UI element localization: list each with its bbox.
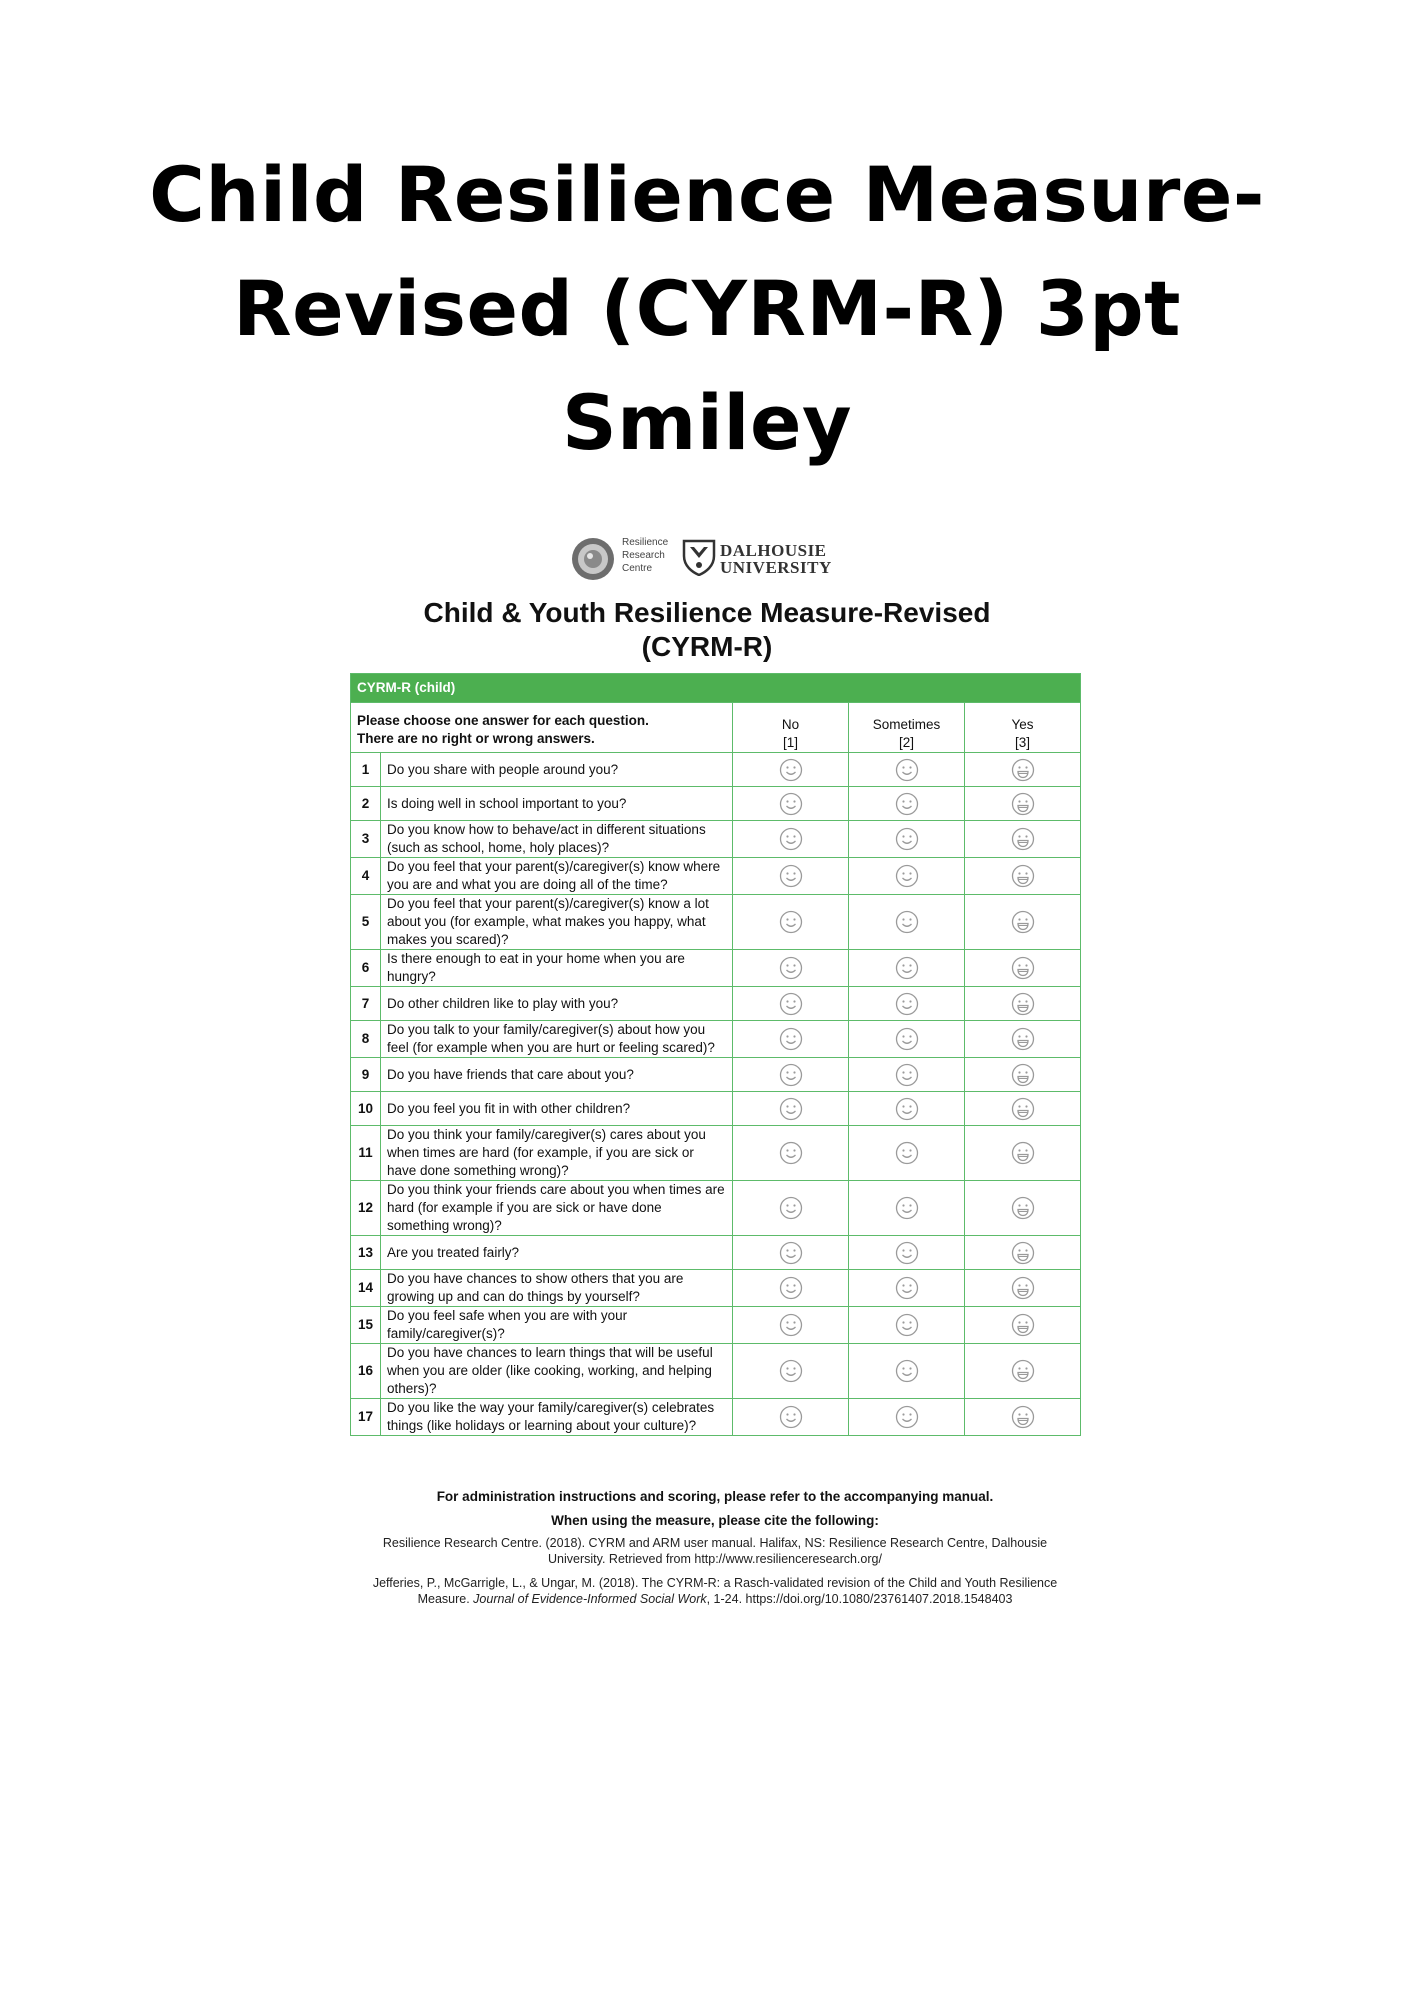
- question-text: [381, 1021, 733, 1058]
- smile-icon: [849, 827, 964, 851]
- column-header-row: [351, 703, 1081, 753]
- smile-icon: [849, 792, 964, 816]
- question-row: [351, 950, 1081, 987]
- question-number: 17: [351, 1399, 381, 1436]
- answer-option-yes[interactable]: [965, 950, 1081, 987]
- answer-option-no[interactable]: [733, 1058, 849, 1092]
- question-text-line: Is there enough to eat in your home when you are: [387, 951, 685, 966]
- question-row: [351, 753, 1081, 787]
- question-number: 2: [351, 787, 381, 821]
- answer-option-no[interactable]: [733, 1236, 849, 1270]
- answer-option-sometimes[interactable]: [849, 1344, 965, 1399]
- smile-icon: [733, 1405, 848, 1429]
- answer-option-no[interactable]: [733, 950, 849, 987]
- big-smile-icon: [965, 992, 1080, 1016]
- big-smile-icon: [965, 1196, 1080, 1220]
- answer-option-yes[interactable]: [965, 1236, 1081, 1270]
- question-text-line: (such as school, home, holy places)?: [387, 840, 610, 855]
- big-smile-icon: [965, 792, 1080, 816]
- dal-text-line: UNIVERSITY: [720, 558, 832, 577]
- question-text-line: family/caregiver(s)?: [387, 1326, 505, 1341]
- question-text: [381, 1126, 733, 1181]
- answer-option-no[interactable]: [733, 821, 849, 858]
- question-row: [351, 858, 1081, 895]
- logo-bar: [570, 530, 870, 590]
- column-label: No: [781, 717, 800, 732]
- question-text: [381, 821, 733, 858]
- question-text-line: others)?: [387, 1381, 437, 1396]
- answer-option-sometimes[interactable]: [849, 858, 965, 895]
- column-header-yes: [965, 703, 1081, 753]
- form-title-line: Child & Youth Resilience Measure-Revised: [423, 597, 991, 628]
- citation-line: [370, 1591, 1060, 1607]
- question-text: [381, 1058, 733, 1092]
- question-text-line: feel (for example when you are hurt or feeling scared)?: [387, 1040, 715, 1055]
- answer-option-sometimes[interactable]: [849, 1307, 965, 1344]
- smile-icon: [733, 758, 848, 782]
- smile-icon: [849, 1313, 964, 1337]
- smile-icon: [849, 1241, 964, 1265]
- smile-icon: [849, 910, 964, 934]
- big-smile-icon: [965, 1027, 1080, 1051]
- smile-icon: [733, 956, 848, 980]
- answer-option-no[interactable]: [733, 895, 849, 950]
- answer-option-yes[interactable]: [965, 1399, 1081, 1436]
- answer-option-yes[interactable]: [965, 1344, 1081, 1399]
- big-smile-icon: [965, 956, 1080, 980]
- answer-option-sometimes[interactable]: [849, 1236, 965, 1270]
- question-row: [351, 1181, 1081, 1236]
- answer-option-sometimes[interactable]: [849, 1181, 965, 1236]
- question-text: [381, 1236, 733, 1270]
- rrc-text-line: Centre: [622, 563, 653, 574]
- question-text-line: have done something wrong)?: [387, 1163, 569, 1178]
- smile-icon: [733, 910, 848, 934]
- section-header-row: [351, 674, 1081, 703]
- instruction-line: Please choose one answer for each question.: [357, 712, 649, 728]
- question-number: 8: [351, 1021, 381, 1058]
- question-row: [351, 1399, 1081, 1436]
- question-text-line: Do you share with people around you?: [387, 761, 619, 777]
- column-label: Sometimes: [872, 717, 941, 732]
- answer-option-yes[interactable]: [965, 1270, 1081, 1307]
- answer-option-yes[interactable]: [965, 858, 1081, 895]
- question-text-line: when times are hard (for example, if you are sick or: [387, 1145, 694, 1160]
- answer-option-yes[interactable]: [965, 1058, 1081, 1092]
- answer-option-sometimes[interactable]: [849, 753, 965, 787]
- big-smile-icon: [965, 1313, 1080, 1337]
- question-number: 7: [351, 987, 381, 1021]
- question-number: 4: [351, 858, 381, 895]
- question-text-line: Do you have friends that care about you?: [387, 1066, 634, 1082]
- citation-1: [370, 1535, 1060, 1567]
- question-row: [351, 1344, 1081, 1399]
- answer-option-no[interactable]: [733, 858, 849, 895]
- citation-text: , 1-24. https://doi.org/10.1080/23761407.2018.1548403: [706, 1592, 1013, 1606]
- question-text: [381, 1307, 733, 1344]
- question-number: 16: [351, 1344, 381, 1399]
- question-text-line: Do you think your friends care about you when times are: [387, 1182, 725, 1197]
- question-text: [381, 987, 733, 1021]
- page-title: [0, 138, 1414, 480]
- big-smile-icon: [965, 1405, 1080, 1429]
- big-smile-icon: [965, 1359, 1080, 1383]
- questionnaire-table: [350, 673, 1081, 1436]
- instructions: [351, 703, 733, 753]
- answer-option-sometimes[interactable]: [849, 1092, 965, 1126]
- question-row: [351, 987, 1081, 1021]
- rrc-text-line: Resilience: [622, 537, 669, 548]
- answer-option-sometimes[interactable]: [849, 1058, 965, 1092]
- big-smile-icon: [965, 864, 1080, 888]
- question-text-line: hungry?: [387, 969, 436, 984]
- dal-text-line: DALHOUSIE: [720, 541, 827, 560]
- answer-option-yes[interactable]: [965, 1181, 1081, 1236]
- question-text: [381, 1344, 733, 1399]
- answer-option-sometimes[interactable]: [849, 895, 965, 950]
- answer-option-sometimes[interactable]: [849, 1270, 965, 1307]
- smile-icon: [733, 864, 848, 888]
- question-text: [381, 787, 733, 821]
- question-text-line: Do you feel safe when you are with your: [387, 1308, 628, 1323]
- big-smile-icon: [965, 758, 1080, 782]
- column-code: [2]: [898, 735, 914, 750]
- answer-option-yes[interactable]: [965, 821, 1081, 858]
- column-label: Yes: [1011, 717, 1034, 732]
- smile-icon: [849, 864, 964, 888]
- answer-option-no[interactable]: [733, 987, 849, 1021]
- answer-option-yes[interactable]: [965, 1021, 1081, 1058]
- smile-icon: [733, 1097, 848, 1121]
- question-text-line: Do you have chances to show others that you are: [387, 1271, 684, 1286]
- question-text: [381, 1270, 733, 1307]
- smile-icon: [733, 1359, 848, 1383]
- question-row: [351, 1236, 1081, 1270]
- question-row: [351, 1058, 1081, 1092]
- smile-icon: [849, 956, 964, 980]
- smile-icon: [849, 1141, 964, 1165]
- question-text-line: something wrong)?: [387, 1218, 502, 1233]
- journal-name: Journal of Evidence-Informed Social Work: [473, 1592, 707, 1606]
- smile-icon: [849, 992, 964, 1016]
- answer-option-sometimes[interactable]: [849, 987, 965, 1021]
- citation-line: University. Retrieved from http://www.resilienceresearch.org/: [548, 1552, 882, 1566]
- big-smile-icon: [965, 1141, 1080, 1165]
- answer-option-yes[interactable]: [965, 1092, 1081, 1126]
- footer-instructions: For administration instructions and scoring, please refer to the accompanying manual.: [436, 1489, 994, 1504]
- question-text-line: Do you like the way your family/caregiver(s) celebrates: [387, 1400, 715, 1415]
- big-smile-icon: [965, 910, 1080, 934]
- answer-option-sometimes[interactable]: [849, 1399, 965, 1436]
- smile-icon: [733, 827, 848, 851]
- question-row: [351, 1021, 1081, 1058]
- question-number: 11: [351, 1126, 381, 1181]
- question-text-line: about you (for example, what makes you happy, what: [387, 914, 706, 929]
- question-number: 14: [351, 1270, 381, 1307]
- question-row: [351, 787, 1081, 821]
- rrc-logo-text: [622, 536, 668, 575]
- big-smile-icon: [965, 1276, 1080, 1300]
- big-smile-icon: [965, 1097, 1080, 1121]
- question-text: [381, 1181, 733, 1236]
- question-text-line: when you are older (like cooking, working, and helping: [387, 1363, 712, 1378]
- smile-icon: [733, 1196, 848, 1220]
- column-header-no: [733, 703, 849, 753]
- smile-icon: [849, 1063, 964, 1087]
- question-row: [351, 1092, 1081, 1126]
- question-text: [381, 858, 733, 895]
- dalhousie-wordmark: [720, 542, 832, 576]
- question-number: 10: [351, 1092, 381, 1126]
- question-row: [351, 1126, 1081, 1181]
- question-number: 3: [351, 821, 381, 858]
- question-text-line: hard (for example if you are sick or have done: [387, 1200, 662, 1215]
- answer-option-no[interactable]: [733, 753, 849, 787]
- question-row: [351, 1307, 1081, 1344]
- question-text-line: Do you feel that your parent(s)/caregiver(s) know where: [387, 859, 721, 874]
- question-row: [351, 821, 1081, 858]
- answer-option-sometimes[interactable]: [849, 950, 965, 987]
- question-number: 1: [351, 753, 381, 787]
- answer-option-no[interactable]: [733, 1344, 849, 1399]
- citation-2: [370, 1575, 1060, 1607]
- question-text: [381, 950, 733, 987]
- section-label: CYRM-R (child): [351, 674, 1081, 703]
- question-text-line: makes you scared)?: [387, 932, 509, 947]
- answer-option-yes[interactable]: [965, 753, 1081, 787]
- column-code: [3]: [1014, 735, 1030, 750]
- answer-option-yes[interactable]: [965, 1126, 1081, 1181]
- question-text: [381, 1399, 733, 1436]
- question-text-line: Do you talk to your family/caregiver(s) about how you: [387, 1022, 706, 1037]
- smile-icon: [733, 1141, 848, 1165]
- answer-option-yes[interactable]: [965, 895, 1081, 950]
- answer-option-no[interactable]: [733, 1092, 849, 1126]
- smile-icon: [849, 1359, 964, 1383]
- big-smile-icon: [965, 1241, 1080, 1265]
- form-title: [350, 596, 1064, 664]
- citation-line: Resilience Research Centre. (2018). CYRM and ARM user manual. Halifax, NS: Resilience Research Centre, Dalhousie: [382, 1536, 1048, 1550]
- answer-option-no[interactable]: [733, 1181, 849, 1236]
- rrc-text-line: Research: [622, 550, 665, 561]
- question-text-line: Do you feel that your parent(s)/caregiver(s) know a lot: [387, 896, 709, 911]
- question-text-line: Do you have chances to learn things that will be useful: [387, 1345, 713, 1360]
- answer-option-sometimes[interactable]: [849, 821, 965, 858]
- footer-cite-heading: When using the measure, please cite the following:: [551, 1513, 879, 1528]
- smile-icon: [849, 758, 964, 782]
- question-text: [381, 895, 733, 950]
- smile-icon: [733, 992, 848, 1016]
- question-number: 15: [351, 1307, 381, 1344]
- smile-icon: [849, 1196, 964, 1220]
- column-code: [1]: [782, 735, 798, 750]
- answer-option-sometimes[interactable]: [849, 787, 965, 821]
- question-text-line: Do other children like to play with you?: [387, 995, 619, 1011]
- question-text-line: Is doing well in school important to you?: [387, 795, 627, 811]
- question-text-line: you are and what you are doing all of the time?: [387, 877, 668, 892]
- big-smile-icon: [965, 827, 1080, 851]
- smile-icon: [849, 1027, 964, 1051]
- answer-option-sometimes[interactable]: [849, 1021, 965, 1058]
- answer-option-yes[interactable]: [965, 787, 1081, 821]
- answer-option-no[interactable]: [733, 1021, 849, 1058]
- smile-icon: [733, 792, 848, 816]
- smile-icon: [733, 1241, 848, 1265]
- citation-text: Measure.: [417, 1592, 474, 1606]
- answer-option-yes[interactable]: [965, 987, 1081, 1021]
- question-text-line: Are you treated fairly?: [387, 1244, 520, 1260]
- big-smile-icon: [965, 1063, 1080, 1087]
- dalhousie-crest-icon: [682, 538, 716, 576]
- column-header-sometimes: [849, 703, 965, 753]
- question-number: 6: [351, 950, 381, 987]
- question-number: 13: [351, 1236, 381, 1270]
- smile-icon: [849, 1405, 964, 1429]
- question-text-line: growing up and can do things by yourself?: [387, 1289, 640, 1304]
- answer-option-no[interactable]: [733, 1126, 849, 1181]
- question-text-line: things (like holidays or learning about your culture)?: [387, 1418, 697, 1433]
- resilience-research-centre-logo: [570, 536, 616, 582]
- page-title-line: Smiley: [561, 378, 853, 467]
- smile-icon: [733, 1027, 848, 1051]
- citation-line: Jefferies, P., McGarrigle, L., & Ungar, M. (2018). The CYRM-R: a Rasch-validated revision of the Child and Youth Resilience: [372, 1576, 1058, 1590]
- question-text-line: Do you feel you fit in with other children?: [387, 1100, 631, 1116]
- answer-option-sometimes[interactable]: [849, 1126, 965, 1181]
- page-title-line: Child Resilience Measure-: [149, 150, 1265, 239]
- page-title-line: Revised (CYRM-R) 3pt: [233, 264, 1181, 353]
- question-text-line: Do you think your family/caregiver(s) cares about you: [387, 1127, 706, 1142]
- question-text: [381, 753, 733, 787]
- question-number: 5: [351, 895, 381, 950]
- question-row: [351, 895, 1081, 950]
- instruction-line: There are no right or wrong answers.: [357, 730, 595, 746]
- smile-icon: [733, 1276, 848, 1300]
- question-number: 12: [351, 1181, 381, 1236]
- smile-icon: [849, 1097, 964, 1121]
- form-title-line: (CYRM-R): [641, 631, 773, 662]
- smile-icon: [733, 1063, 848, 1087]
- question-number: 9: [351, 1058, 381, 1092]
- answer-option-no[interactable]: [733, 787, 849, 821]
- answer-option-no[interactable]: [733, 1270, 849, 1307]
- question-text-line: Do you know how to behave/act in different situations: [387, 822, 706, 837]
- smile-icon: [733, 1313, 848, 1337]
- smile-icon: [849, 1276, 964, 1300]
- question-text: [381, 1092, 733, 1126]
- answer-option-no[interactable]: [733, 1399, 849, 1436]
- answer-option-yes[interactable]: [965, 1307, 1081, 1344]
- answer-option-no[interactable]: [733, 1307, 849, 1344]
- question-row: [351, 1270, 1081, 1307]
